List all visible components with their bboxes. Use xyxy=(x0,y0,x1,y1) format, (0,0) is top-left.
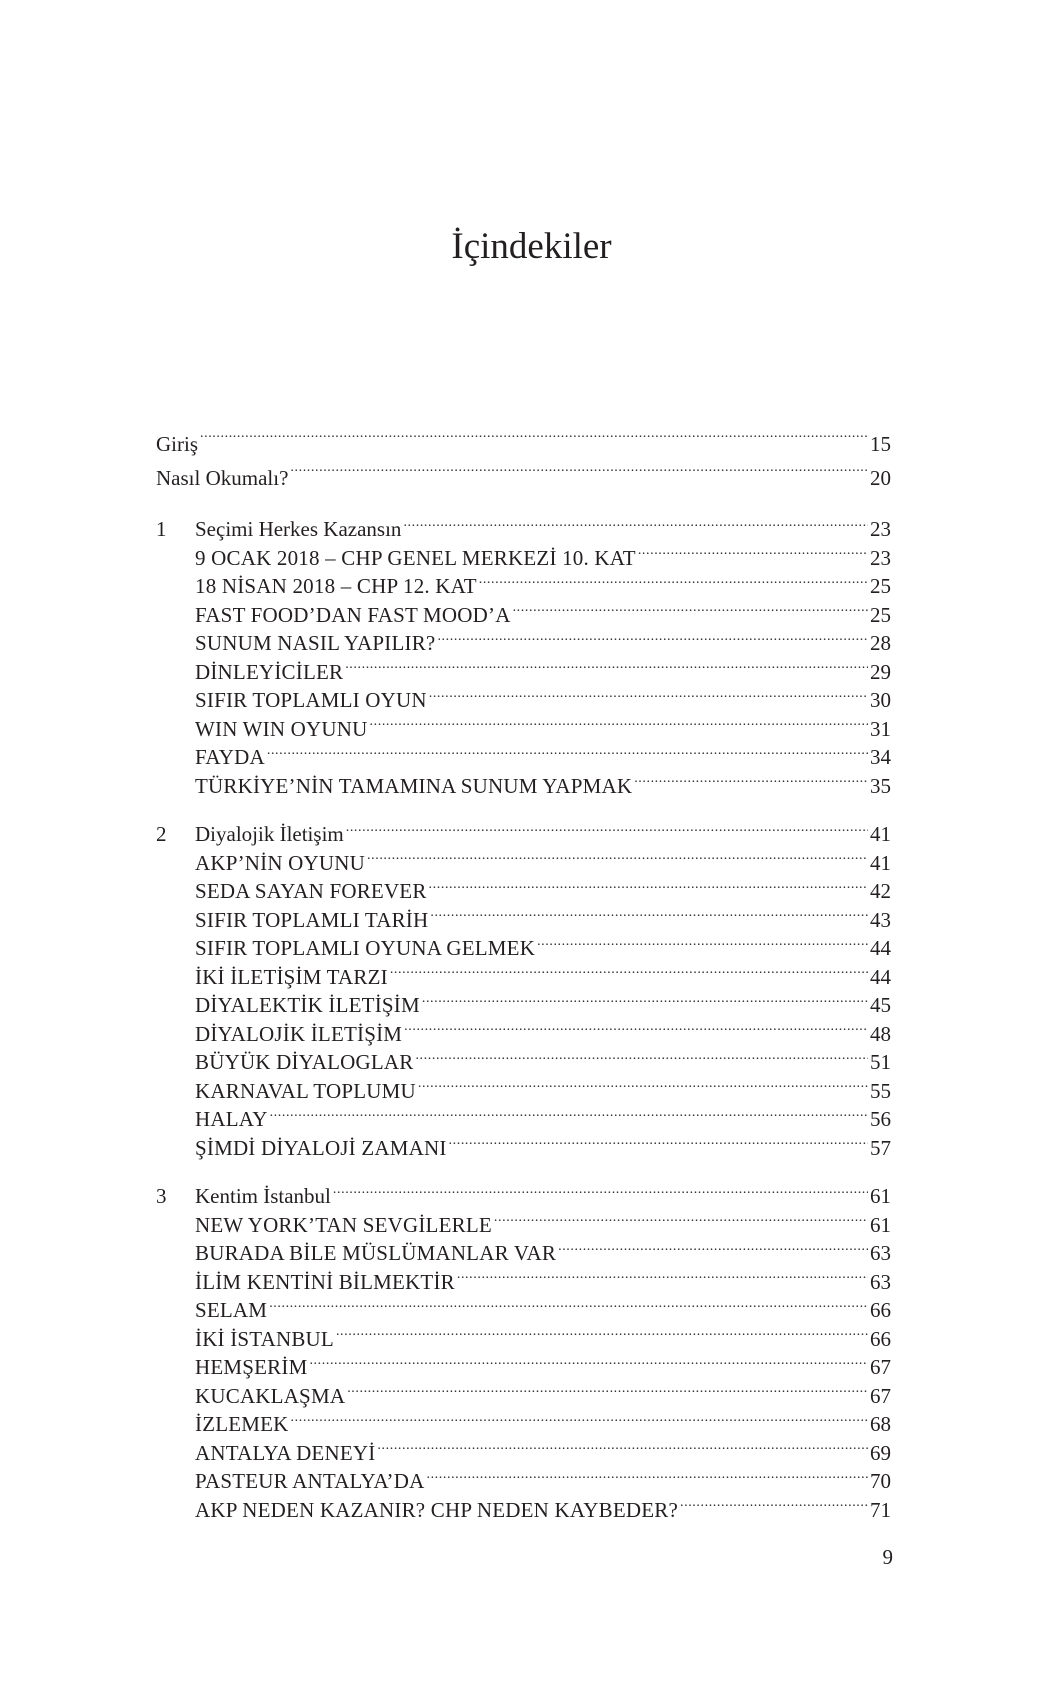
dot-leader xyxy=(404,1020,868,1041)
toc-entry-section xyxy=(156,1020,891,1049)
entry-page-number: 56 xyxy=(870,1107,891,1131)
entry-page-number: 67 xyxy=(870,1383,891,1408)
toc-entry-chapter xyxy=(156,820,891,849)
toc-entry-intro xyxy=(156,461,891,495)
dot-leader xyxy=(429,686,868,707)
entry-title: ŞİMDİ DİYALOJİ ZAMANI xyxy=(195,1135,447,1160)
toc-entry-section xyxy=(156,1105,891,1134)
dot-leader xyxy=(449,1134,868,1155)
dot-leader xyxy=(418,1077,868,1098)
entry-title: DİYALOJİK İLETİŞİM xyxy=(195,1021,403,1046)
entry-page-number: 44 xyxy=(870,936,891,960)
dot-leader xyxy=(267,743,868,764)
entry-title: WIN WIN OYUNU xyxy=(195,716,368,741)
entry-title: KARNAVAL TOPLUMU xyxy=(195,1078,416,1103)
entry-title: DİNLEYİCİLER xyxy=(195,659,344,684)
toc-entry-intro xyxy=(156,427,891,461)
entry-page-number: 34 xyxy=(870,745,891,769)
entry-page-number: 61 xyxy=(870,1212,891,1237)
entry-page-number: 44 xyxy=(870,964,891,989)
toc-entry-chapter xyxy=(156,515,891,544)
dot-leader xyxy=(429,877,868,898)
entry-page-number: 63 xyxy=(870,1269,891,1294)
toc-entry-section xyxy=(156,1048,891,1077)
dot-leader xyxy=(333,1182,868,1203)
toc-entry-section xyxy=(156,658,891,687)
entry-page-number: 57 xyxy=(870,1135,891,1160)
entry-title: SIFIR TOPLAMLI TARİH xyxy=(195,907,429,932)
entry-page-number: 51 xyxy=(870,1050,891,1074)
dot-leader xyxy=(634,772,868,793)
entry-title: KUCAKLAŞMA xyxy=(195,1383,346,1408)
entry-title: FAYDA xyxy=(195,745,265,769)
entry-title: İZLEMEK xyxy=(195,1412,289,1436)
entry-title: PASTEUR ANTALYA’DA xyxy=(195,1469,425,1493)
toc-entry-section xyxy=(156,1496,891,1525)
dot-leader xyxy=(680,1496,868,1517)
entry-page-number: 45 xyxy=(870,993,891,1017)
entry-title: AKP NEDEN KAZANIR? CHP NEDEN KAYBEDER? xyxy=(195,1497,678,1522)
entry-page-number: 42 xyxy=(870,879,891,903)
entry-page-number: 30 xyxy=(870,688,891,712)
entry-page-number: 20 xyxy=(870,466,891,490)
entry-title: İLİM KENTİNİ BİLMEKTİR xyxy=(195,1269,455,1294)
toc-entry-section xyxy=(156,601,891,630)
entry-page-number: 23 xyxy=(870,517,891,541)
dot-leader xyxy=(558,1239,868,1260)
dot-leader xyxy=(638,544,868,565)
entry-page-number: 61 xyxy=(870,1184,891,1208)
dot-leader xyxy=(403,515,868,536)
toc-entry-section xyxy=(156,1211,891,1240)
entry-title: Kentim İstanbul xyxy=(195,1184,331,1208)
entry-title: AKP’NİN OYUNU xyxy=(195,850,366,875)
dot-leader xyxy=(370,715,868,736)
entry-page-number: 71 xyxy=(870,1497,891,1522)
toc-entry-section xyxy=(156,772,891,801)
page-title: İçindekiler xyxy=(451,226,612,267)
entry-title: BÜYÜK DİYALOGLAR xyxy=(195,1050,414,1074)
page-number: 9 xyxy=(882,1545,893,1569)
entry-page-number: 66 xyxy=(870,1298,891,1322)
toc-entry-section xyxy=(156,686,891,715)
toc-entry-section xyxy=(156,1239,891,1268)
dot-leader xyxy=(270,1105,868,1126)
toc-entry-section xyxy=(156,877,891,906)
toc-entry-section xyxy=(156,544,891,573)
dot-leader xyxy=(336,1325,868,1346)
dot-leader xyxy=(290,464,868,485)
entry-page-number: 41 xyxy=(870,850,891,875)
entry-title: SEDA SAYAN FOREVER xyxy=(195,879,427,903)
dot-leader xyxy=(269,1296,868,1317)
toc-entry-section xyxy=(156,629,891,658)
entry-title: İKİ İLETİŞİM TARZI xyxy=(195,964,388,989)
toc-entry-section xyxy=(156,963,891,992)
dot-leader xyxy=(415,1048,868,1069)
entry-title: Seçimi Herkes Kazansın xyxy=(195,517,402,541)
entry-page-number: 48 xyxy=(870,1021,891,1046)
entry-title: 18 NİSAN 2018 – CHP 12. KAT xyxy=(195,574,477,598)
dot-leader xyxy=(457,1268,868,1289)
entry-page-number: 70 xyxy=(870,1469,891,1493)
dot-leader xyxy=(422,991,868,1012)
entry-page-number: 15 xyxy=(870,432,891,456)
entry-page-number: 68 xyxy=(870,1412,891,1436)
toc-entry-chapter xyxy=(156,1182,891,1211)
entry-page-number: 67 xyxy=(870,1355,891,1379)
toc-entry-section xyxy=(156,1134,891,1163)
toc-entry-section xyxy=(156,1439,891,1468)
entry-title: HEMŞERİM xyxy=(195,1355,308,1379)
entry-page-number: 69 xyxy=(870,1440,891,1465)
dot-leader xyxy=(479,572,868,593)
entry-page-number: 41 xyxy=(870,822,891,846)
table-of-contents xyxy=(156,427,891,1524)
entry-title: Nasıl Okumalı? xyxy=(156,466,289,490)
toc-entry-section xyxy=(156,715,891,744)
dot-leader xyxy=(430,906,868,927)
toc-entry-section xyxy=(156,1410,891,1439)
dot-leader xyxy=(367,849,868,870)
dot-leader xyxy=(345,658,868,679)
entry-title: NEW YORK’TAN SEVGİLERLE xyxy=(195,1212,492,1237)
entry-page-number: 55 xyxy=(870,1078,891,1103)
entry-page-number: 25 xyxy=(870,602,891,627)
dot-leader xyxy=(537,934,868,955)
entry-page-number: 25 xyxy=(870,574,891,598)
entry-title: HALAY xyxy=(195,1107,268,1131)
toc-entry-section xyxy=(156,743,891,772)
toc-entry-section xyxy=(156,1296,891,1325)
toc-entry-section xyxy=(156,1467,891,1496)
chapter-number: 2 xyxy=(156,822,167,846)
dot-leader xyxy=(437,629,868,650)
entry-page-number: 29 xyxy=(870,659,891,684)
entry-title: Giriş xyxy=(156,432,198,456)
entry-title: SIFIR TOPLAMLI OYUN xyxy=(195,688,427,712)
dot-leader xyxy=(390,963,868,984)
entry-page-number: 23 xyxy=(870,545,891,570)
entry-page-number: 66 xyxy=(870,1326,891,1351)
entry-page-number: 35 xyxy=(870,773,891,798)
entry-page-number: 63 xyxy=(870,1241,891,1265)
entry-title: BURADA BİLE MÜSLÜMANLAR VAR xyxy=(195,1241,557,1265)
toc-entry-section xyxy=(156,1325,891,1354)
toc-entry-section xyxy=(156,991,891,1020)
entry-title: DİYALEKTİK İLETİŞİM xyxy=(195,993,420,1017)
toc-entry-section xyxy=(156,1382,891,1411)
dot-leader xyxy=(346,820,868,841)
toc-entry-section xyxy=(156,1353,891,1382)
dot-leader xyxy=(494,1211,868,1232)
entry-title: İKİ İSTANBUL xyxy=(195,1326,334,1351)
toc-entry-section xyxy=(156,1268,891,1297)
entry-page-number: 28 xyxy=(870,631,891,655)
toc-entry-section xyxy=(156,572,891,601)
entry-title: 9 OCAK 2018 – CHP GENEL MERKEZİ 10. KAT xyxy=(195,545,636,570)
entry-title: SUNUM NASIL YAPILIR? xyxy=(195,631,436,655)
toc-entry-section xyxy=(156,849,891,878)
dot-leader xyxy=(291,1410,868,1431)
entry-title: SIFIR TOPLAMLI OYUNA GELMEK xyxy=(195,936,536,960)
dot-leader xyxy=(309,1353,868,1374)
entry-title: SELAM xyxy=(195,1298,268,1322)
chapter-number: 3 xyxy=(156,1184,167,1208)
toc-entry-section xyxy=(156,1077,891,1106)
dot-leader xyxy=(513,601,868,622)
dot-leader xyxy=(347,1382,868,1403)
entry-page-number: 31 xyxy=(870,716,891,741)
entry-title: FAST FOOD’DAN FAST MOOD’A xyxy=(195,602,511,627)
entry-title: ANTALYA DENEYİ xyxy=(195,1440,376,1465)
toc-entry-section xyxy=(156,934,891,963)
dot-leader xyxy=(377,1439,868,1460)
dot-leader xyxy=(200,430,868,451)
entry-page-number: 43 xyxy=(870,907,891,932)
dot-leader xyxy=(426,1467,868,1488)
entry-title: Diyalojik İletişim xyxy=(195,822,344,846)
chapter-number: 1 xyxy=(156,517,167,541)
toc-entry-section xyxy=(156,906,891,935)
entry-title: TÜRKİYE’NİN TAMAMINA SUNUM YAPMAK xyxy=(195,773,633,798)
